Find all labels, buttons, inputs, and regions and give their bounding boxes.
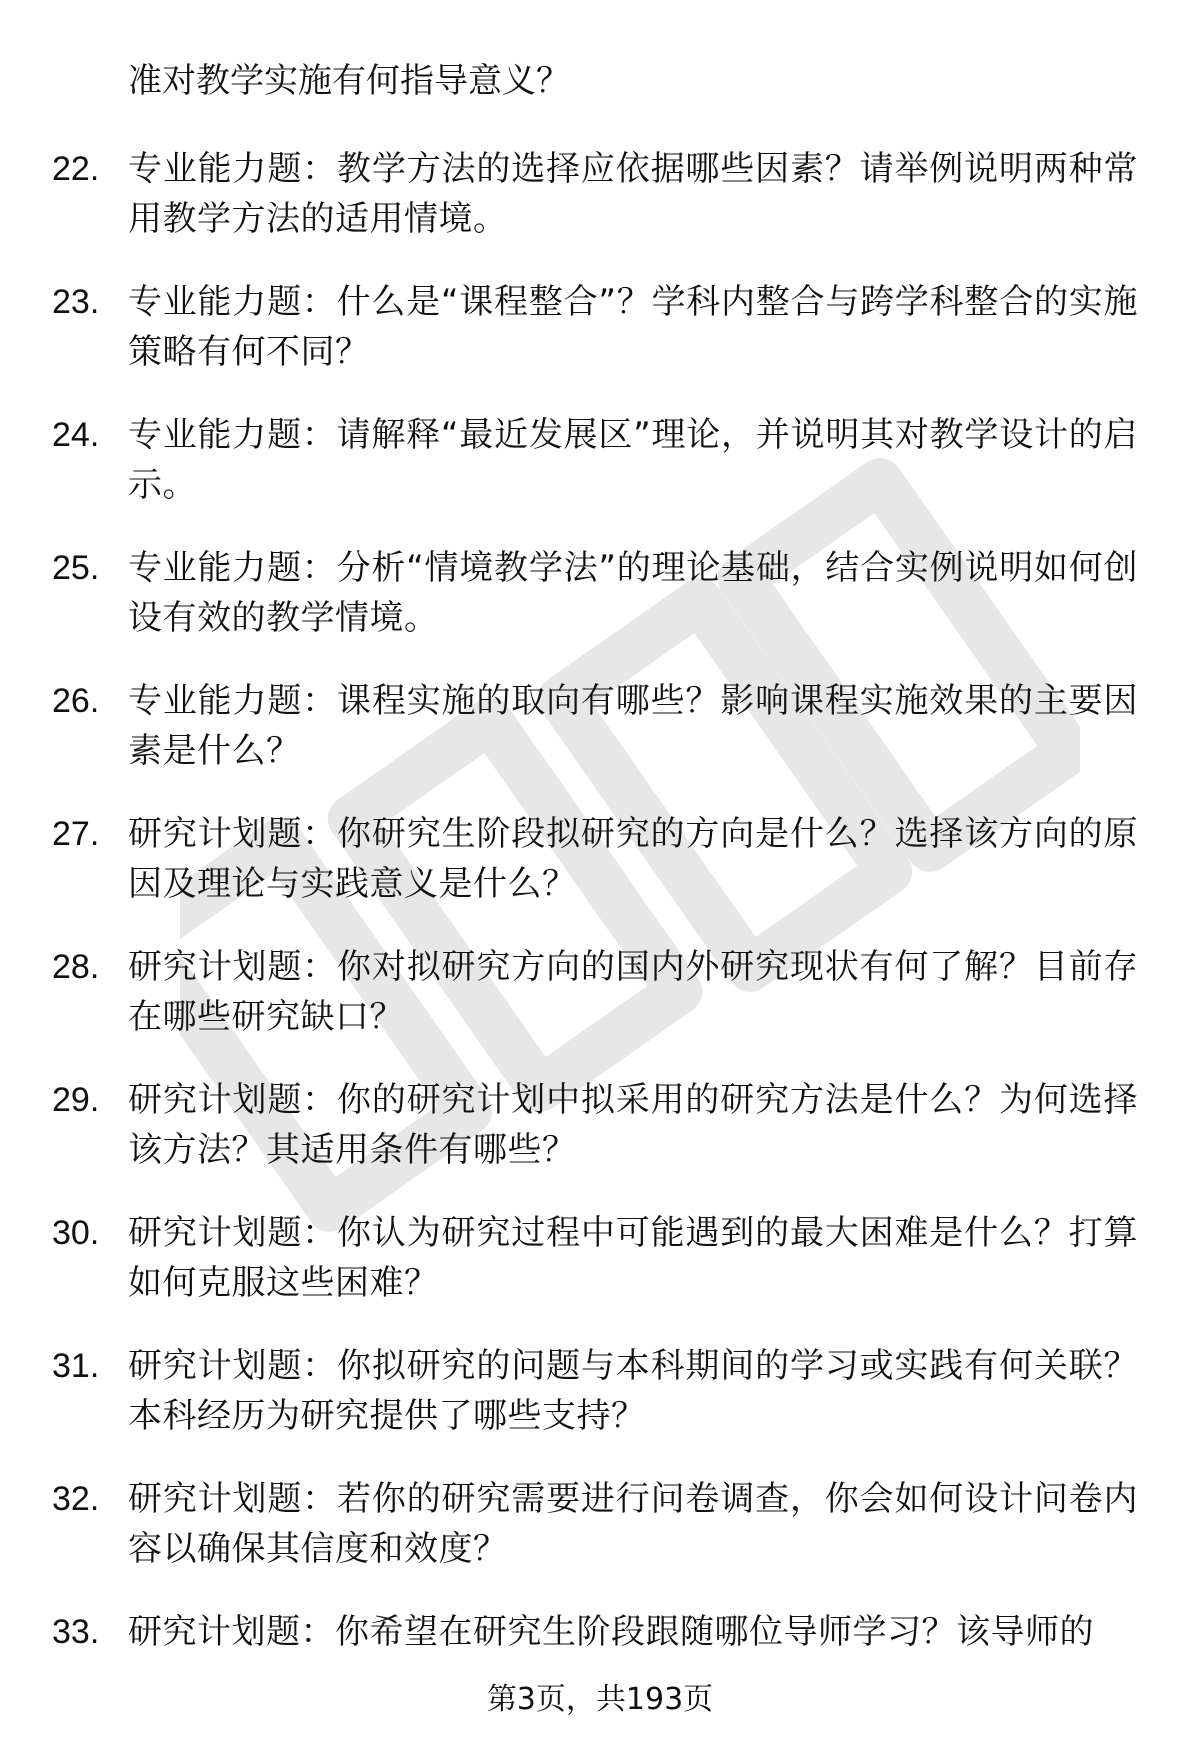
question-text: 研究计划题：你研究生阶段拟研究的方向是什么？选择该方向的原因及理论与实践意义是什么？ — [128, 814, 1138, 904]
question-text: 专业能力题：分析“情境教学法”的理论基础，结合实例说明如何创设有效的教学情境。 — [128, 548, 1138, 638]
question-text: 专业能力题：请解释“最近发展区”理论，并说明其对教学设计的启示。 — [128, 415, 1138, 505]
question-text: 研究计划题：若你的研究需要进行问卷调查，你会如何设计问卷内容以确保其信度和效度？ — [128, 1479, 1138, 1569]
question-item — [0, 1208, 1200, 1318]
question-number: 22. — [52, 150, 100, 188]
question-item — [0, 942, 1200, 1052]
question-number: 33. — [52, 1613, 100, 1651]
question-item — [0, 277, 1200, 387]
question-text: 专业能力题：课程实施的取向有哪些？影响课程实施效果的主要因素是什么？ — [128, 681, 1138, 771]
question-item — [0, 676, 1200, 786]
continued-question-text: 准对教学实施有何指导意义？ — [128, 61, 570, 101]
question-item — [0, 1075, 1200, 1185]
question-text: 研究计划题：你拟研究的问题与本科期间的学习或实践有何关联？本科经历为研究提供了哪些支持？ — [128, 1346, 1138, 1436]
question-number: 31. — [52, 1347, 100, 1385]
question-text: 研究计划题：你的研究计划中拟采用的研究方法是什么？为何选择该方法？其适用条件有哪些？ — [128, 1080, 1138, 1170]
question-number: 24. — [52, 416, 100, 454]
question-text: 研究计划题：你希望在研究生阶段跟随哪位导师学习？该导师的 — [128, 1612, 1094, 1652]
question-number: 26. — [52, 682, 100, 720]
question-item — [0, 1474, 1200, 1584]
question-item — [0, 410, 1200, 520]
question-number: 27. — [52, 815, 100, 853]
page-footer: 第3页，共193页 — [486, 1682, 714, 1717]
question-list — [0, 144, 1200, 1740]
question-number: 23. — [52, 283, 100, 321]
question-number: 28. — [52, 948, 100, 986]
question-number: 32. — [52, 1480, 100, 1518]
question-text: 研究计划题：你认为研究过程中可能遇到的最大困难是什么？打算如何克服这些困难？ — [128, 1213, 1138, 1303]
question-number: 29. — [52, 1081, 100, 1119]
question-number: 30. — [52, 1214, 100, 1252]
question-item — [0, 809, 1200, 919]
question-text: 专业能力题：教学方法的选择应依据哪些因素？请举例说明两种常用教学方法的适用情境。 — [128, 149, 1138, 239]
question-item — [0, 1341, 1200, 1451]
question-item — [0, 144, 1200, 254]
question-text: 研究计划题：你对拟研究方向的国内外研究现状有何了解？目前存在哪些研究缺口？ — [128, 947, 1138, 1037]
question-text: 专业能力题：什么是“课程整合”？学科内整合与跨学科整合的实施策略有何不同？ — [128, 282, 1138, 372]
question-number: 25. — [52, 549, 100, 587]
question-item — [0, 543, 1200, 653]
